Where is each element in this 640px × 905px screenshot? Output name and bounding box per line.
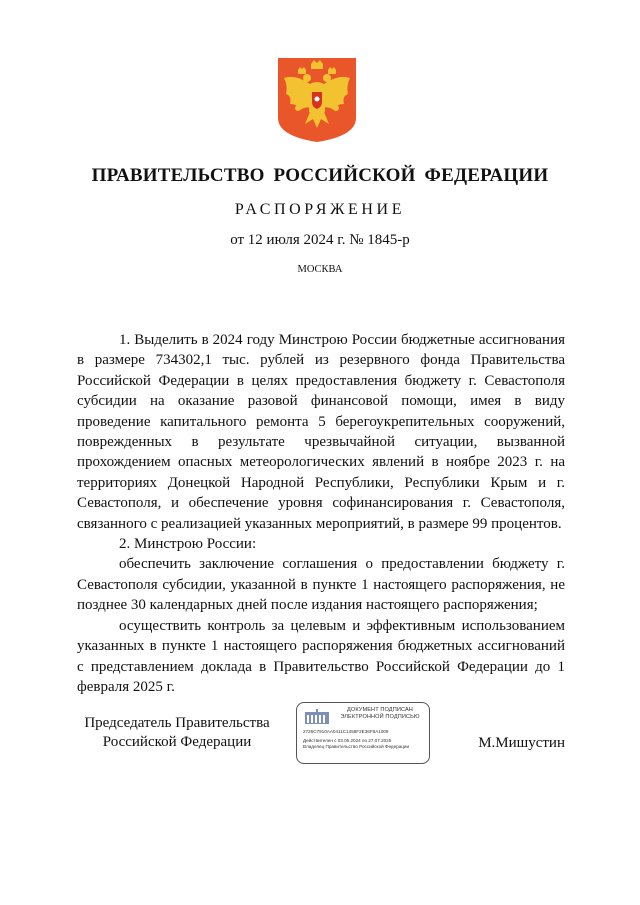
signatory-position-line1: Председатель Правительства: [84, 715, 270, 731]
stamp-certificate: 2726C7910AA0411C1458F2E36F8A1009: [303, 729, 389, 734]
signatory-position: [77, 714, 277, 752]
document-city: МОСКВА: [297, 264, 343, 275]
paragraph-item-2b: осуществить контроль за целевым и эффективным использованием указанных в пункте 1 настоящего распоряжения бюджетных ассигнований с представлением доклада в Правительство Российской Федерации до 1 февраля 2025 г.: [77, 617, 565, 695]
signatory-position-line2: Российской Федерации: [102, 734, 252, 750]
government-title: ПРАВИТЕЛЬСТВО РОССИЙСКОЙ ФЕДЕРАЦИИ: [91, 165, 549, 186]
government-building-icon: [304, 709, 330, 725]
paragraph-item-1: 1. Выделить в 2024 году Минстрою России бюджетные ассигнования в размере 734302,1 тыс. рублей из резервного фонда Правительства Российской Федерации в целях предоставления бюджету г. Севастополя субсидии на оказание разовой финансовой помощи, имея в виду проведение капитального ремонта 5 берегоукрепительных сооружений, поврежденных в результате чрезвычайной ситуации, вызванной прохождением опасных метеорологических явлений в ноябре 2023 г. на территориях Донецкой Народной Республики, Республики Крым и г. Севастополя, и обеспечение уровня софинансирования г. Севастополя, связанного с реализацией указанных мероприятий, в размере 99 процентов.: [77, 332, 565, 532]
stamp-owner: Владелец Правительство Российской Федерации: [303, 744, 410, 749]
paragraph-item-2: 2. Минстрою России:: [119, 536, 257, 553]
stamp-title-line1: ДОКУМЕНТ ПОДПИСАН: [347, 707, 413, 713]
electronic-signature-stamp: [296, 702, 430, 764]
stamp-validity: Действителен с 03.05.2024 по 27.07.2025: [303, 738, 392, 743]
document-type: РАСПОРЯЖЕНИЕ: [234, 201, 406, 218]
paragraph-item-2a: обеспечить заключение соглашения о предоставлении бюджету г. Севастополя субсидии, указанной в пункте 1 настоящего распоряжения, не позднее 30 календарных дней после издания настоящего распоряжения;: [77, 556, 565, 614]
coat-of-arms-icon: [276, 56, 358, 143]
stamp-title-line2: ЭЛЕКТРОННОЙ ПОДПИСЬЮ: [340, 714, 420, 721]
document-date-number: от 12 июля 2024 г. № 1845-р: [230, 232, 410, 248]
document-body: [77, 330, 565, 697]
signatory-name: М.Мишустин: [478, 735, 565, 751]
stamp-title: [333, 707, 427, 722]
